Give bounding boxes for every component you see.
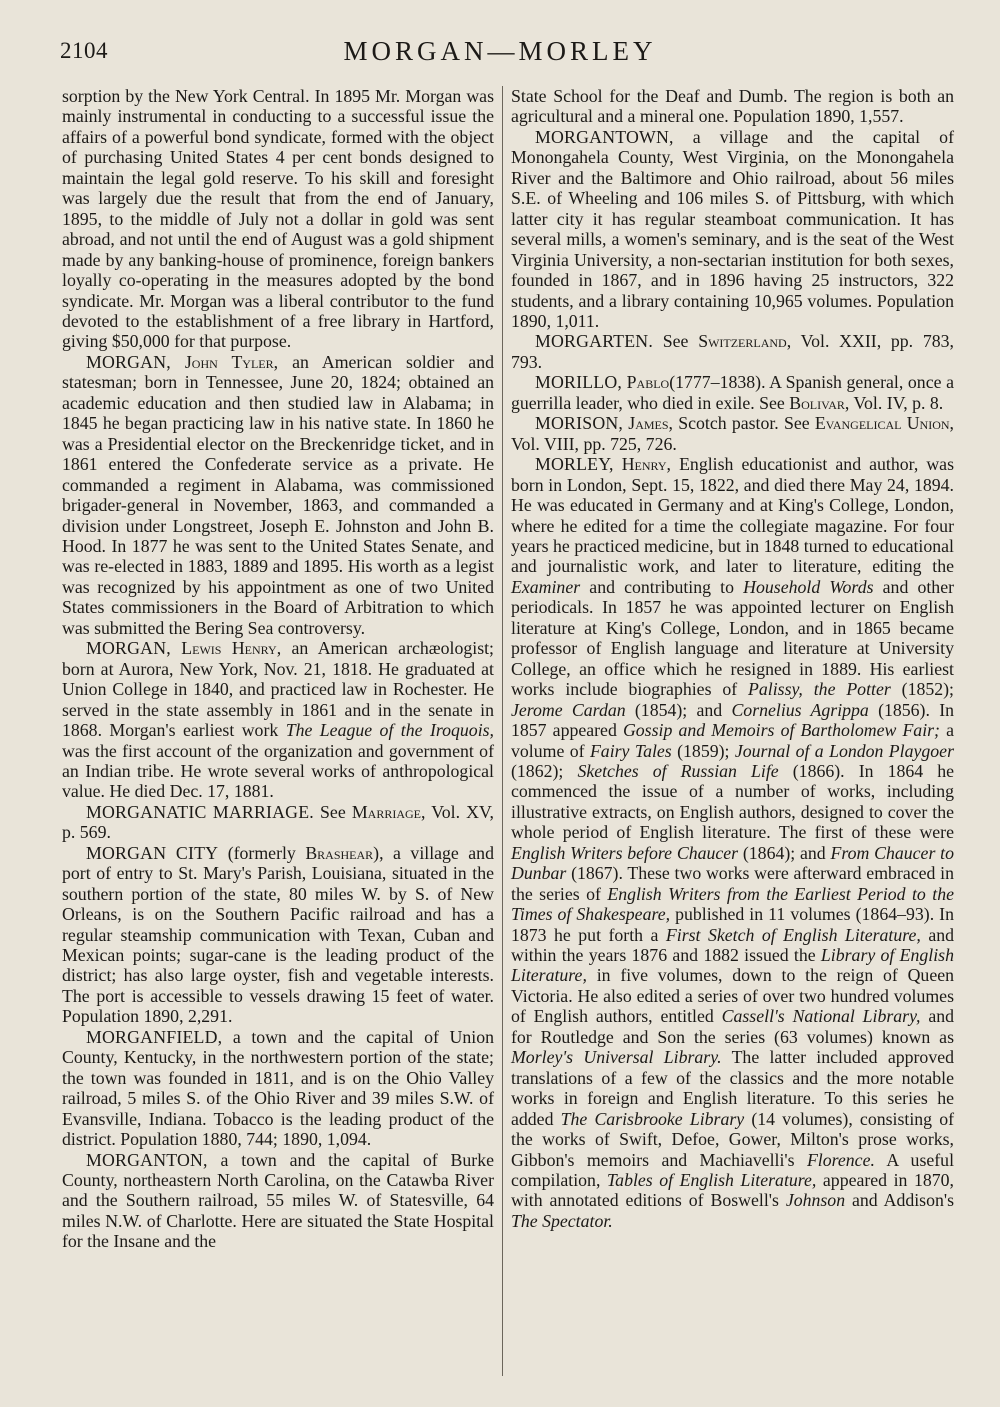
entry-continuation	[62, 86, 494, 352]
entry-text: sorption by the New York Central. In 1895 Mr. Morgan was mainly instrumental in conducting to a successful issue the affairs of a powerful bond syndicate, formed with the object of purchasing United States 4 per cent bonds designed to maintain the legal gold reserve. To his skill and foresight was largely due the result that from the end of January, 1895, to the middle of July not a dollar in gold was sent abroad, and not until the end of August was a gold shipment made by any banking-house of prominence, foreign bankers loyally co-operating in the measures adopted by the bond syndicate. Mr. Morgan was a liberal contributor to the fund devoted to the establishment of a free library in Hartford, giving $50,000 for that purpose.	[62, 86, 494, 352]
entry-morganfield	[62, 1027, 494, 1150]
entry-morganton	[62, 1150, 494, 1252]
given-name: Pablo	[626, 372, 670, 393]
right-column	[511, 86, 954, 1231]
work-title: Tables of English Literature,	[606, 1170, 817, 1191]
work-title: Fairy Tales	[589, 740, 672, 761]
entry-text: and contributing to	[589, 576, 735, 597]
entry-text: a village and port of entry to St. Mary's Parish, Louisiana, situated in the southern portion of the state, 80 miles W. by S. of New Orleans, is on the Southern Pacific railroad and has a regular steamship communication with Texan, Cuban and Mexican points; sugar-cane is the leading product of the district; has also large oyster, fish and vegetable interests. The port is accessible to vessels drawing 15 feet of water. Population 1890, 2,291.	[62, 842, 494, 1027]
entry-text: in five volumes, down to the reign of Queen Victoria. He also edited a series of over two hundred volumes of English authors, entitled	[511, 965, 954, 1027]
volume-reference: Vol. XV, p. 569.	[62, 801, 494, 843]
entry-morgan-city	[62, 843, 494, 1027]
work-title: Examiner	[511, 576, 581, 597]
entry-text: a town and the capital of Burke County, northeastern North Carolina, on the Catawba River and the Southern railroad, 55 miles W. of Statesville, 64 miles N.W. of Charlotte. Here are situated the State Hospital for the Insane and the	[62, 1149, 494, 1252]
entry-text: See	[662, 331, 689, 352]
cross-reference: Bolivar,	[789, 392, 850, 413]
entry-text: (14 volumes), consisting of the works of Swift, Defoe, Gower, Milton's prose works, Gibbon's memoirs and Machiavelli's	[511, 1108, 955, 1170]
left-column	[62, 86, 494, 1252]
entry-text: and for Routledge and Son the series (63 volumes) known as	[511, 1006, 954, 1047]
entry-text: (1862);	[511, 760, 564, 781]
headword: MORISON,	[535, 413, 624, 434]
entry-text: was the first account of the organization and government of an Indian tribe. He wrote several works of anthropological value. He died Dec. 17, 1881.	[62, 740, 494, 802]
given-name: John Tyler,	[184, 351, 279, 372]
headword: MORGAN,	[86, 638, 171, 659]
former-name: Brashear),	[305, 842, 384, 863]
headword: MORGAN CITY	[86, 842, 219, 863]
headword: MORLEY,	[535, 454, 614, 475]
entry-morgarten	[511, 331, 954, 372]
entry-text: (1866). In 1864 he commenced the issue of a number of works, including illustrative extracts, on English authors, designed to cover the whole period of English literature. The first of these were	[511, 760, 954, 843]
headword: MORGARTEN.	[535, 331, 653, 352]
work-title: English Writers from the Earliest Period to the Times of Shakespeare,	[511, 883, 954, 925]
volume-reference: Vol. XXII, pp. 783, 793.	[511, 331, 954, 372]
entry-text: published in 11 volumes (1864–93). In 1873 he put forth a	[511, 904, 954, 945]
work-title: English Writers before Chaucer	[511, 842, 739, 863]
work-title: Florence.	[806, 1149, 875, 1170]
headword: MORGANTOWN,	[535, 126, 674, 147]
work-title: Johnson	[785, 1190, 846, 1211]
work-title: First Sketch of English Literature,	[665, 924, 921, 945]
entry-text: a village and the capital of Monongahela County, West Virginia, on the Monongahela River and the Baltimore and Ohio railroad, about 56 miles S.E. of Wheeling and 106 miles S. of Pittsburg, with which latter city it has regular steamboat communication. It has several mills, a women's seminary, and is the seat of the West Virginia University, a non-sectarian institution for both sexes, founded in 1867, and in 1896 having 25 instructors, 322 students, and a library containing 10,965 volumes. Population 1890, 1,011.	[511, 126, 954, 331]
headword: MORGANATIC MARRIAGE.	[86, 801, 314, 822]
headword: MORGANTON,	[86, 1149, 208, 1170]
entry-text: (1777–1838). A Spanish general, once a guerrilla leader, who died in exile. See	[511, 372, 954, 413]
work-title: Library of English Literature,	[511, 945, 954, 986]
work-title: Journal of a London Playgoer	[734, 740, 954, 761]
entry-text: (1856). In 1857 appeared	[511, 699, 955, 741]
entry-text: The latter included approved translations of a few of the classics and the more notable works in foreign and English literature. To this series he added	[511, 1047, 954, 1129]
entry-text: (formerly	[227, 842, 296, 863]
given-name: Lewis Henry,	[181, 638, 282, 659]
entry-text: (1867). These two works were afterward embraced in the series of	[511, 863, 954, 904]
cross-reference: Switzerland,	[698, 331, 792, 352]
entry-text: an American archæologist; born at Aurora, New York, Nov. 21, 1818. He graduated at Union College in 1840, and practiced law in Rochester. He served in the state assembly in 1861 and in the senate in 1868. Morgan's earliest work	[62, 638, 494, 741]
work-title: Jerome Cardan	[511, 699, 626, 720]
work-title: From Chaucer to Dunbar	[511, 842, 954, 884]
work-title: Gossip and Memoirs of Bartholomew Fair;	[622, 720, 940, 741]
entry-text: and Addison's	[852, 1190, 955, 1211]
work-title: Sketches of Russian Life	[577, 760, 779, 781]
work-title: The Carisbrooke Library	[560, 1108, 745, 1129]
entry-text: Scotch pastor. See	[678, 413, 810, 434]
headword: MORGAN,	[86, 351, 171, 372]
volume-reference: Vol. VIII, pp. 725, 726.	[511, 433, 677, 454]
work-title: Household Words	[743, 576, 874, 597]
column-divider	[502, 86, 503, 1376]
entry-text: (1864); and	[742, 842, 826, 863]
entry-text: a town and the capital of Union County, Kentucky, in the northwestern portion of the state; the town was founded in 1811, and is on the Ohio Valley railroad, 5 miles S. of the Ohio River and 39 miles S.W. of Evansville, Indiana. Tobacco is the leading product of the district. Population 1880, 744; 1890, 1,094.	[62, 1026, 494, 1150]
entry-text: See	[320, 801, 346, 822]
entry-morison	[511, 413, 954, 454]
entry-text: State School for the Deaf and Dumb. The region is both an agricultural and a mineral one. Population 1890, 1,557.	[511, 86, 954, 127]
given-name: James,	[628, 413, 673, 434]
volume-reference: Vol. IV, p. 8.	[853, 392, 944, 413]
entry-text: A useful compilation,	[511, 1149, 955, 1191]
running-head: MORGAN—MORLEY	[343, 36, 657, 66]
entry-morley-henry	[511, 454, 954, 1231]
entry-morgantown	[511, 127, 954, 332]
entry-text: English educationist and author, was born in London, Sept. 15, 1822, and died there May 24, 1894. He was educated in Germany and at King's College, London, where he edited for a time the collegiate magazine. For four years he practiced medicine, but in 1848 turned to educational and journalistic work, and later to literature, editing the	[511, 454, 954, 577]
entry-text: appeared in 1870, with annotated editions of Boswell's	[511, 1170, 954, 1211]
entry-text: and within the years 1876 and 1882 issued the	[511, 924, 955, 966]
work-title: Palissy, the Potter	[748, 679, 891, 700]
page-number: 2104	[60, 38, 108, 63]
entry-morgan-lewis-henry	[62, 638, 494, 802]
entry-text: (1852);	[901, 679, 955, 700]
work-title: The Spectator.	[511, 1210, 613, 1231]
cross-reference: Evangelical Union,	[814, 413, 954, 434]
headword: MORGANFIELD,	[86, 1026, 223, 1047]
given-name: Henry,	[621, 454, 671, 475]
entry-morgan-john-tyler	[62, 352, 494, 638]
headword: MORILLO,	[535, 372, 623, 393]
entry-morillo	[511, 372, 954, 413]
entry-morganatic-marriage	[62, 802, 494, 843]
work-title: The League of the Iroquois,	[285, 720, 494, 741]
entry-text: and other periodicals. In 1857 he was appointed lecturer on English literature at King's College, London, and in 1865 became professor of English language and literature at University College, an office which he resigned in 1889. His earliest works include biographies of	[511, 576, 955, 700]
entry-text: a volume of	[511, 720, 954, 761]
entry-text: an American soldier and statesman; born in Tennessee, June 20, 1824; obtained an academic education and then studied law in Alabama; in 1845 he began practicing law in his native state. In 1860 he was a Presidential elector on the Breckenridge ticket, and in 1861 entered the Confederate service as a private. He commanded a regiment in Alabama, was commissioned brigader-general in November, 1863, and commanded a division under Longstreet, Joseph E. Johnston and John B. Hood. In 1877 he was sent to the United States Senate, and was re-elected in 1883, 1889 and 1895. His worth as a legist was recognized by his appointment as one of two United States commissioners in the Board of Arbitration to which was submitted the Bering Sea controversy.	[62, 351, 494, 638]
entry-text: (1854); and	[634, 699, 723, 720]
work-title: Morley's Universal Library.	[511, 1047, 722, 1068]
cross-reference: Marriage,	[351, 801, 426, 822]
entry-continuation	[511, 86, 954, 127]
work-title: Cassell's National Library,	[721, 1006, 921, 1027]
work-title: Cornelius Agrippa	[731, 699, 869, 720]
entry-text: (1859);	[677, 740, 730, 761]
